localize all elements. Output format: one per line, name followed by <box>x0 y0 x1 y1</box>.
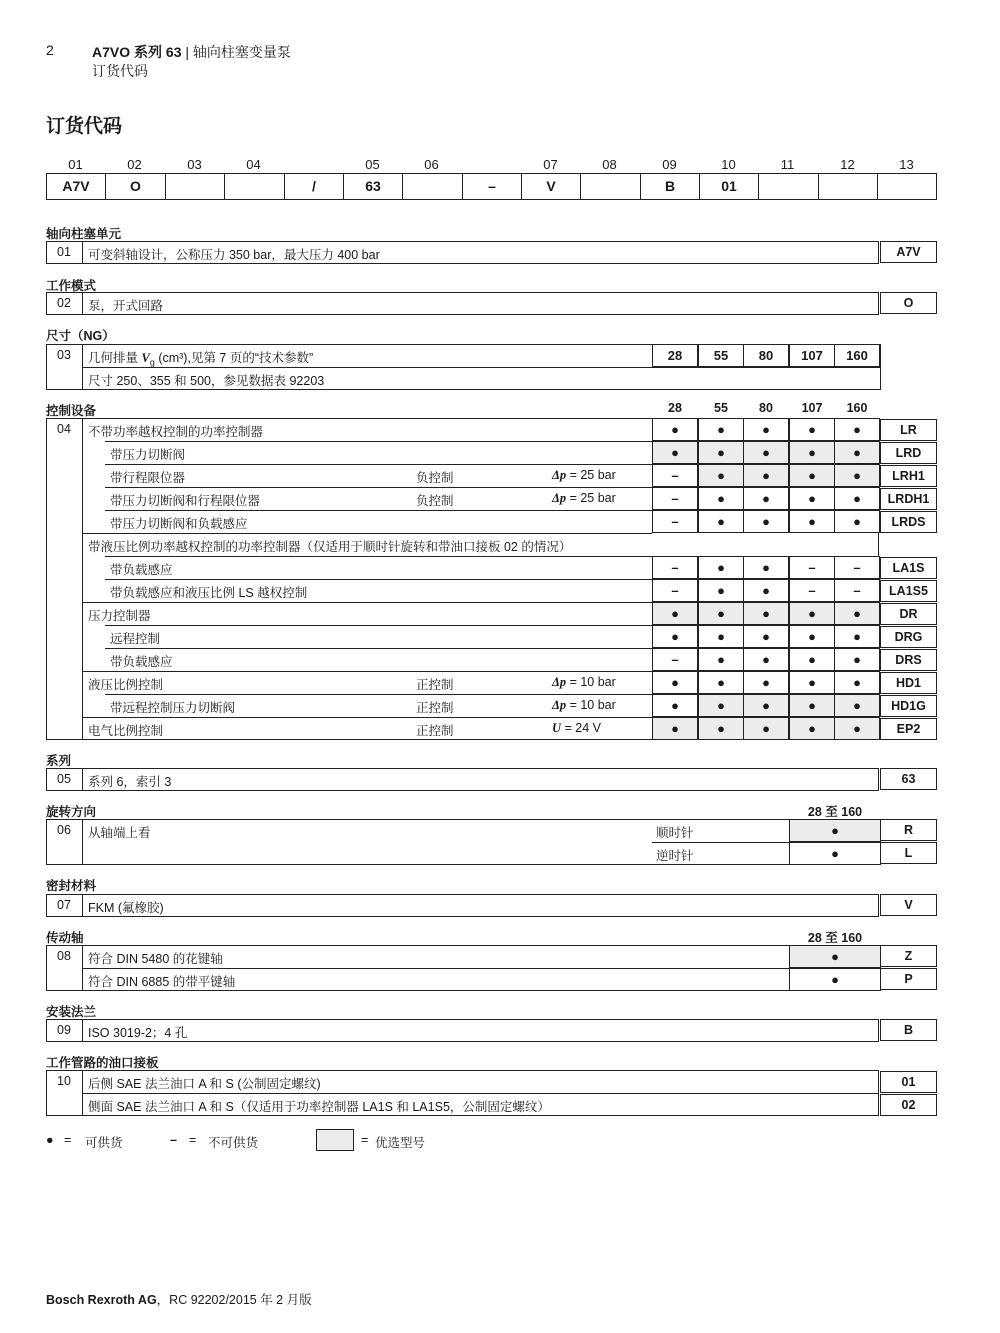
size-option-80: 80 <box>743 344 789 367</box>
port-plate-number: 10 <box>57 1074 71 1088</box>
rotation-option-label: 逆时针 <box>656 849 694 863</box>
series-text: 系列 6，索引 3 <box>88 775 172 789</box>
availability-mark: ● <box>789 625 835 648</box>
seals-frame <box>46 894 879 917</box>
control-size-header-55: 55 <box>714 401 728 415</box>
drive-shaft-code: P <box>880 968 937 990</box>
control-code-drs: DRS <box>880 649 937 671</box>
mounting-flange-title: 安装法兰 <box>46 1005 97 1019</box>
series-code: 63 <box>880 768 937 790</box>
divider <box>652 842 789 843</box>
mounting-flange-number: 09 <box>57 1023 71 1037</box>
availability-mark: ● <box>698 510 744 533</box>
availability-mark: ● <box>698 556 744 579</box>
control-delta-p: Δp = 25 bar <box>552 491 616 505</box>
availability-mark: ● <box>743 441 789 464</box>
control-code-lrh1: LRH1 <box>880 465 937 487</box>
divider <box>82 418 83 740</box>
availability-mark: ● <box>834 602 880 625</box>
axial-piston-unit-title: 轴向柱塞单元 <box>46 227 122 241</box>
availability-mark: ● <box>834 625 880 648</box>
rotation-text: 从轴端上看 <box>88 826 151 840</box>
availability-mark: – <box>652 510 698 533</box>
control-delta-p: Δp = 25 bar <box>552 468 616 482</box>
drive-shaft-range-header: 28 至 160 <box>807 931 863 945</box>
divider <box>82 894 83 917</box>
availability-mark: – <box>652 487 698 510</box>
control-option-label: 带负载感应 <box>110 563 173 577</box>
order-code-cell: B <box>641 174 700 199</box>
availability-mark: ● <box>789 945 881 968</box>
drive-shaft-code: Z <box>880 945 937 967</box>
availability-mark: ● <box>743 487 789 510</box>
divider <box>105 556 652 557</box>
order-code-position-02: 02 <box>127 157 142 172</box>
port-plate-code: 02 <box>880 1094 937 1116</box>
legend-na-symbol: – <box>170 1133 177 1147</box>
order-code-position-10: 10 <box>721 157 736 172</box>
availability-mark: ● <box>834 694 880 717</box>
size-text-other: 尺寸 250、355 和 500，参见数据表 92203 <box>88 374 325 388</box>
availability-mark: ● <box>789 441 835 464</box>
order-code-cell <box>166 174 225 199</box>
legend-available-text: 可供货 <box>85 1136 123 1150</box>
control-code-lrdh1: LRDH1 <box>880 488 937 510</box>
order-code-position-12: 12 <box>840 157 855 172</box>
availability-mark: – <box>652 556 698 579</box>
series-number: 05 <box>57 772 71 786</box>
divider <box>105 510 652 511</box>
control-type: 正控制 <box>416 724 454 738</box>
order-code-position-04: 04 <box>246 157 261 172</box>
control-option-label: 液压比例控制 <box>88 678 164 692</box>
rotation-number: 06 <box>57 823 71 837</box>
control-devices-title: 控制设备 <box>46 404 97 418</box>
availability-mark: – <box>652 648 698 671</box>
availability-mark: ● <box>834 418 880 441</box>
drive-shaft-option-label: 符合 DIN 6885 的带平键轴 <box>88 975 236 989</box>
document-title: A7VO 系列 63 | 轴向柱塞变量泵 <box>92 44 291 60</box>
control-type: 正控制 <box>416 678 454 692</box>
order-code-cell <box>225 174 285 199</box>
availability-mark: ● <box>698 717 744 740</box>
order-code-position-03: 03 <box>187 157 202 172</box>
order-code-box <box>46 173 937 200</box>
legend-available-symbol: ● <box>46 1133 54 1147</box>
availability-mark: ● <box>698 648 744 671</box>
order-code-position-06: 06 <box>424 157 439 172</box>
order-code-cell <box>759 174 819 199</box>
order-code-position-numbers <box>46 157 937 172</box>
availability-mark: ● <box>698 625 744 648</box>
availability-mark: ● <box>652 625 698 648</box>
availability-mark: ● <box>834 671 880 694</box>
rotation-option-label: 顺时针 <box>656 826 694 840</box>
availability-mark: ● <box>789 968 881 991</box>
control-delta-p: U = 24 V <box>552 721 601 735</box>
control-code-lrds: LRDS <box>880 511 937 533</box>
availability-mark: ● <box>834 487 880 510</box>
availability-mark: ● <box>834 441 880 464</box>
divider <box>82 717 652 718</box>
availability-mark: ● <box>834 648 880 671</box>
size-text-displacement: 几何排量 $V_g$ (cm³),见第 7 页的“技术参数” <box>88 351 314 368</box>
order-code-cell: O <box>106 174 166 199</box>
control-code-la1s5: LA1S5 <box>880 580 937 602</box>
mounting-flange-text: ISO 3019-2；4 孔 <box>88 1026 188 1040</box>
footer: Bosch Rexroth AG，RC 92202/2015 年 2 月版 <box>46 1293 312 1307</box>
document-subtitle: 订货代码 <box>92 63 148 79</box>
order-code-cell <box>581 174 641 199</box>
availability-mark: ● <box>743 694 789 717</box>
rotation-title: 旋转方向 <box>46 805 97 819</box>
divider <box>105 579 652 580</box>
order-code-position-11: 11 <box>780 157 795 172</box>
operating-mode-frame <box>46 292 879 315</box>
availability-mark: – <box>789 556 835 579</box>
divider <box>82 768 83 791</box>
order-code-cell: 63 <box>344 174 403 199</box>
seals-title: 密封材料 <box>46 879 97 893</box>
availability-mark: ● <box>652 717 698 740</box>
operating-mode-number: 02 <box>57 296 71 310</box>
mounting-flange-code: B <box>880 1019 937 1041</box>
control-code-dr: DR <box>880 603 937 625</box>
drive-shaft-option-label: 符合 DIN 5480 的花键轴 <box>88 952 223 966</box>
control-option-label: 带负载感应 <box>110 655 173 669</box>
availability-mark: ● <box>652 418 698 441</box>
order-code-cell: A7V <box>47 174 106 199</box>
axial-piston-unit-number: 01 <box>57 245 71 259</box>
size-number: 03 <box>57 348 71 362</box>
legend-preferred-swatch <box>316 1129 354 1151</box>
seals-number: 07 <box>57 898 71 912</box>
availability-mark: ● <box>698 671 744 694</box>
availability-mark: ● <box>789 464 835 487</box>
control-type: 正控制 <box>416 701 454 715</box>
control-option-label: 带行程限位器 <box>110 471 186 485</box>
control-code-drg: DRG <box>880 626 937 648</box>
availability-mark: ● <box>743 464 789 487</box>
seals-text: FKM (氟橡胶) <box>88 901 164 915</box>
divider <box>105 487 652 488</box>
availability-mark: ● <box>743 579 789 602</box>
operating-mode-text: 泵，开式回路 <box>88 299 164 313</box>
control-option-label: 带负载感应和液压比例 LS 越权控制 <box>110 586 308 600</box>
control-size-header-80: 80 <box>759 401 773 415</box>
divider <box>105 694 652 695</box>
control-code-hd1: HD1 <box>880 672 937 694</box>
size-option-55: 55 <box>698 344 744 367</box>
divider <box>82 533 652 534</box>
availability-mark: ● <box>789 842 881 865</box>
port-plate-title: 工作管路的油口接板 <box>46 1056 159 1070</box>
divider <box>82 241 83 264</box>
order-code-position-09: 09 <box>662 157 677 172</box>
size-option-160: 160 <box>834 344 880 367</box>
order-code-cell <box>878 174 936 199</box>
control-code-la1s: LA1S <box>880 557 937 579</box>
control-option-label: 带压力切断阀和行程限位器 <box>110 494 261 508</box>
availability-mark: ● <box>652 602 698 625</box>
series-title: 系列 <box>46 754 72 768</box>
control-code-ep2: EP2 <box>880 718 937 740</box>
availability-mark: ● <box>743 418 789 441</box>
availability-mark: ● <box>743 602 789 625</box>
availability-mark: ● <box>834 717 880 740</box>
page-heading: 订货代码 <box>46 116 123 137</box>
divider <box>82 1019 83 1042</box>
rotation-range-header: 28 至 160 <box>807 805 863 819</box>
availability-mark: ● <box>743 556 789 579</box>
control-type: 负控制 <box>416 494 454 508</box>
availability-mark: ● <box>789 418 835 441</box>
divider <box>82 292 83 315</box>
legend-na-text: 不可供货 <box>208 1136 259 1150</box>
order-code-cell: / <box>285 174 344 199</box>
order-code-position-07: 07 <box>543 157 558 172</box>
control-size-header-28: 28 <box>668 401 682 415</box>
control-delta-p: Δp = 10 bar <box>552 675 616 689</box>
port-plate-option-label: 后侧 SAE 法兰油口 A 和 S (公制固定螺纹) <box>88 1077 321 1091</box>
control-delta-p: Δp = 10 bar <box>552 698 616 712</box>
availability-mark: ● <box>789 602 835 625</box>
availability-mark: ● <box>834 510 880 533</box>
divider <box>105 441 652 442</box>
control-type: 负控制 <box>416 471 454 485</box>
operating-mode-title: 工作模式 <box>46 279 97 293</box>
divider <box>105 625 652 626</box>
control-option-label: 不带功率越权控制的功率控制器 <box>88 425 264 439</box>
availability-mark: – <box>652 579 698 602</box>
legend-equals: = <box>189 1133 197 1147</box>
order-code-position-01: 01 <box>68 157 83 172</box>
size-option-107: 107 <box>789 344 835 367</box>
legend-equals: = <box>64 1133 72 1147</box>
divider <box>82 671 652 672</box>
availability-mark: – <box>834 579 880 602</box>
order-code-cell: – <box>463 174 522 199</box>
control-option-label: 带压力切断阀和负载感应 <box>110 517 248 531</box>
drive-shaft-title: 传动轴 <box>46 931 84 945</box>
availability-mark: ● <box>698 579 744 602</box>
control-code-lrd: LRD <box>880 442 937 464</box>
availability-mark: ● <box>698 418 744 441</box>
availability-mark: – <box>789 579 835 602</box>
control-option-label: 带压力切断阀 <box>110 448 186 462</box>
port-plate-code: 01 <box>880 1071 937 1093</box>
order-code-position-13: 13 <box>899 157 914 172</box>
availability-mark: ● <box>789 510 835 533</box>
availability-mark: – <box>652 464 698 487</box>
rotation-code: L <box>880 842 937 864</box>
availability-mark: ● <box>698 464 744 487</box>
order-code-cell <box>403 174 463 199</box>
size-option-28: 28 <box>652 344 698 367</box>
control-code-lr: LR <box>880 419 937 441</box>
availability-mark: ● <box>698 487 744 510</box>
divider <box>82 1093 879 1094</box>
availability-mark: ● <box>652 694 698 717</box>
control-size-header-107: 107 <box>801 401 823 415</box>
order-code-cell: 01 <box>700 174 759 199</box>
availability-mark: ● <box>789 671 835 694</box>
order-code-position-05: 05 <box>365 157 380 172</box>
seals-code: V <box>880 894 937 916</box>
availability-mark: ● <box>743 671 789 694</box>
availability-mark: ● <box>743 717 789 740</box>
order-code-position-08: 08 <box>602 157 617 172</box>
divider <box>82 968 789 969</box>
control-devices-number: 04 <box>57 422 71 436</box>
port-plate-option-label: 侧面 SAE 法兰油口 A 和 S（仅适用于功率控制器 LA1S 和 LA1S5，公制固定螺纹） <box>88 1100 550 1114</box>
control-size-header-160: 160 <box>846 401 868 415</box>
axial-piston-unit-text: 可变斜轴设计，公称压力 350 bar，最大压力 400 bar <box>88 248 380 262</box>
availability-mark: ● <box>789 819 881 842</box>
availability-mark: – <box>834 556 880 579</box>
control-option-label: 电气比例控制 <box>88 724 164 738</box>
divider <box>105 648 652 649</box>
availability-mark: ● <box>698 602 744 625</box>
rotation-code: R <box>880 819 937 841</box>
control-option-label: 带远程控制压力切断阀 <box>110 701 236 715</box>
availability-mark: ● <box>698 441 744 464</box>
divider <box>105 464 652 465</box>
availability-mark: ● <box>743 648 789 671</box>
availability-mark: ● <box>698 694 744 717</box>
divider <box>82 602 652 603</box>
order-code-cell <box>819 174 878 199</box>
availability-mark: ● <box>789 694 835 717</box>
page-number: 2 <box>46 42 54 58</box>
availability-mark: ● <box>652 671 698 694</box>
availability-mark: ● <box>743 625 789 648</box>
availability-mark: ● <box>789 487 835 510</box>
axial-piston-unit-code: A7V <box>880 241 937 263</box>
operating-mode-code: O <box>880 292 937 314</box>
size-title: 尺寸（NG） <box>46 329 115 343</box>
availability-mark: ● <box>789 717 835 740</box>
control-option-label: 带液压比例功率越权控制的功率控制器（仅适用于顺时针旋转和带油口接板 02 的情况） <box>88 540 572 554</box>
availability-mark: ● <box>834 464 880 487</box>
availability-mark: ● <box>789 648 835 671</box>
availability-mark: ● <box>743 510 789 533</box>
divider <box>82 819 83 865</box>
control-code-hd1g: HD1G <box>880 695 937 717</box>
legend-equals: = <box>361 1133 369 1147</box>
legend-preferred-text: 优选型号 <box>375 1136 426 1150</box>
availability-mark: ● <box>652 441 698 464</box>
drive-shaft-number: 08 <box>57 949 71 963</box>
control-option-label: 压力控制器 <box>88 609 151 623</box>
control-option-label: 远程控制 <box>110 632 161 646</box>
order-code-cell: V <box>522 174 581 199</box>
